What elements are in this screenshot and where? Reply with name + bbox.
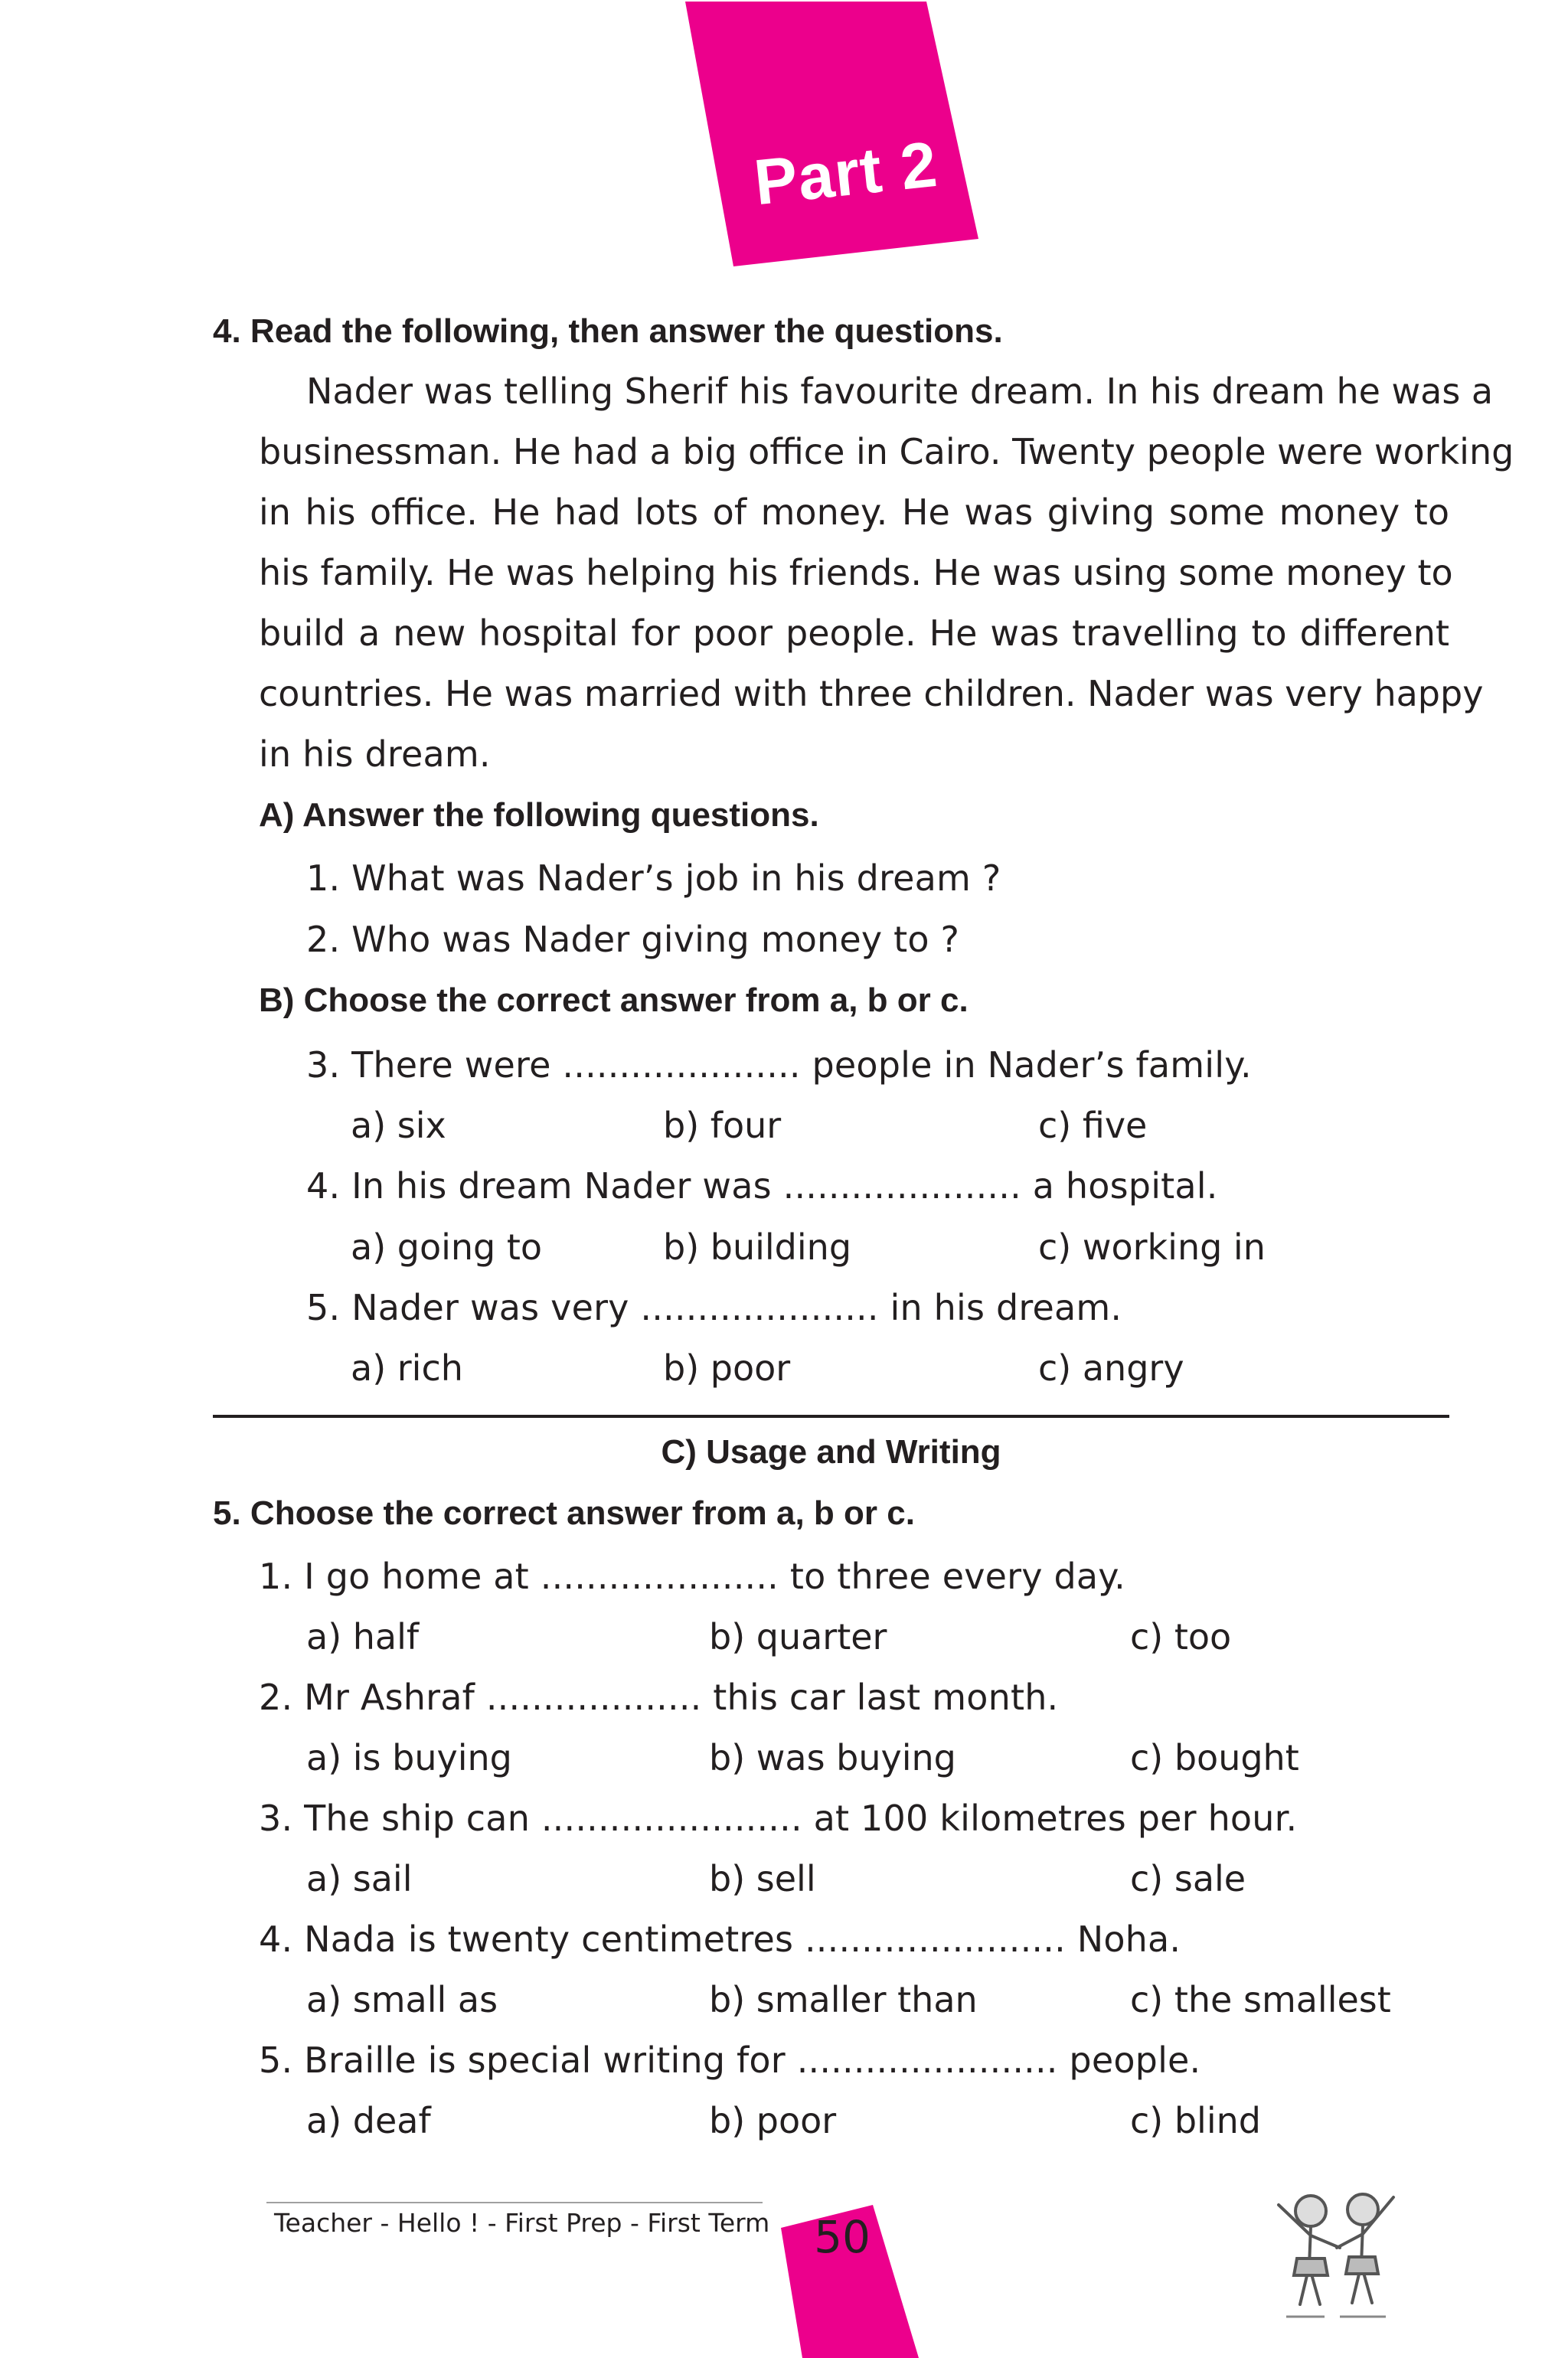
option-c: c) angry (1038, 1347, 1184, 1389)
option-b: b) smaller than (709, 1979, 978, 2020)
children-illustration-icon (1263, 2174, 1409, 2327)
option-a: a) going to (351, 1226, 543, 1268)
q5-question: 5. Braille is special writing for ....................... people. (259, 2040, 1201, 2081)
option-c: c) blind (1130, 2100, 1261, 2141)
option-a: a) small as (306, 1979, 498, 2020)
option-b: b) was buying (709, 1737, 956, 1778)
partB-question: 4. In his dream Nader was ..................... a hospital. (306, 1165, 1218, 1207)
option-b: b) poor (663, 1347, 791, 1389)
partB-question: 3. There were ..................... people in Nader’s family. (306, 1044, 1252, 1086)
option-c: c) five (1038, 1105, 1148, 1146)
passage-line: countries. He was married with three children. Nader was very happy (259, 673, 1484, 714)
q5-question: 3. The ship can ....................... at 100 kilometres per hour. (259, 1798, 1298, 1839)
option-a: a) is buying (306, 1737, 512, 1778)
option-a: a) six (351, 1105, 446, 1146)
footer-text: Teacher - Hello ! - First Prep - First Term (274, 2208, 770, 2238)
option-b: b) quarter (709, 1616, 887, 1657)
partB-heading: B) Choose the correct answer from a, b or c. (259, 981, 969, 1019)
section-c-heading: C) Usage and Writing (661, 1433, 1001, 1471)
q5-question: 2. Mr Ashraf ................... this car last month. (259, 1677, 1059, 1718)
passage-line: businessman. He had a big office in Cairo. Twenty people were working (259, 431, 1514, 472)
partA-question: 2. Who was Nader giving money to ? (306, 919, 960, 960)
passage-line: in his office. He had lots of money. He was giving some money to (259, 492, 1449, 533)
page-number: 50 (814, 2211, 871, 2263)
q5-question: 4. Nada is twenty centimetres ....................... Noha. (259, 1919, 1181, 1960)
option-a: a) deaf (306, 2100, 431, 2141)
section-divider (213, 1415, 1449, 1418)
option-a: a) sail (306, 1858, 413, 1899)
option-b: b) building (663, 1226, 852, 1268)
passage-line: build a new hospital for poor people. He was travelling to different (259, 612, 1449, 654)
option-b: b) four (663, 1105, 782, 1146)
passage-line: Nader was telling Sherif his favourite dream. In his dream he was a (306, 371, 1494, 412)
q5-question: 1. I go home at ..................... to three every day. (259, 1556, 1125, 1597)
partA-question: 1. What was Nader’s job in his dream ? (306, 857, 1001, 899)
passage-line: in his dream. (259, 733, 491, 775)
page-number-badge (773, 2174, 926, 2358)
option-c: c) sale (1130, 1858, 1246, 1899)
option-c: c) the smallest (1130, 1979, 1391, 2020)
part-title: Part 2 (750, 127, 941, 219)
q4-heading: 4. Read the following, then answer the questions. (213, 312, 1003, 350)
option-c: c) bought (1130, 1737, 1299, 1778)
part-banner (0, 0, 1568, 276)
footer-rule (266, 2202, 763, 2203)
option-a: a) rich (351, 1347, 463, 1389)
option-c: c) too (1130, 1616, 1232, 1657)
option-b: b) sell (709, 1858, 816, 1899)
option-b: b) poor (709, 2100, 837, 2141)
partB-question: 5. Nader was very ..................... in his dream. (306, 1287, 1122, 1328)
q5-heading: 5. Choose the correct answer from a, b or c. (213, 1494, 915, 1532)
option-c: c) working in (1038, 1226, 1266, 1268)
option-a: a) half (306, 1616, 420, 1657)
passage-line: his family. He was helping his friends. He was using some money to (259, 552, 1453, 593)
partA-heading: A) Answer the following questions. (259, 796, 819, 834)
